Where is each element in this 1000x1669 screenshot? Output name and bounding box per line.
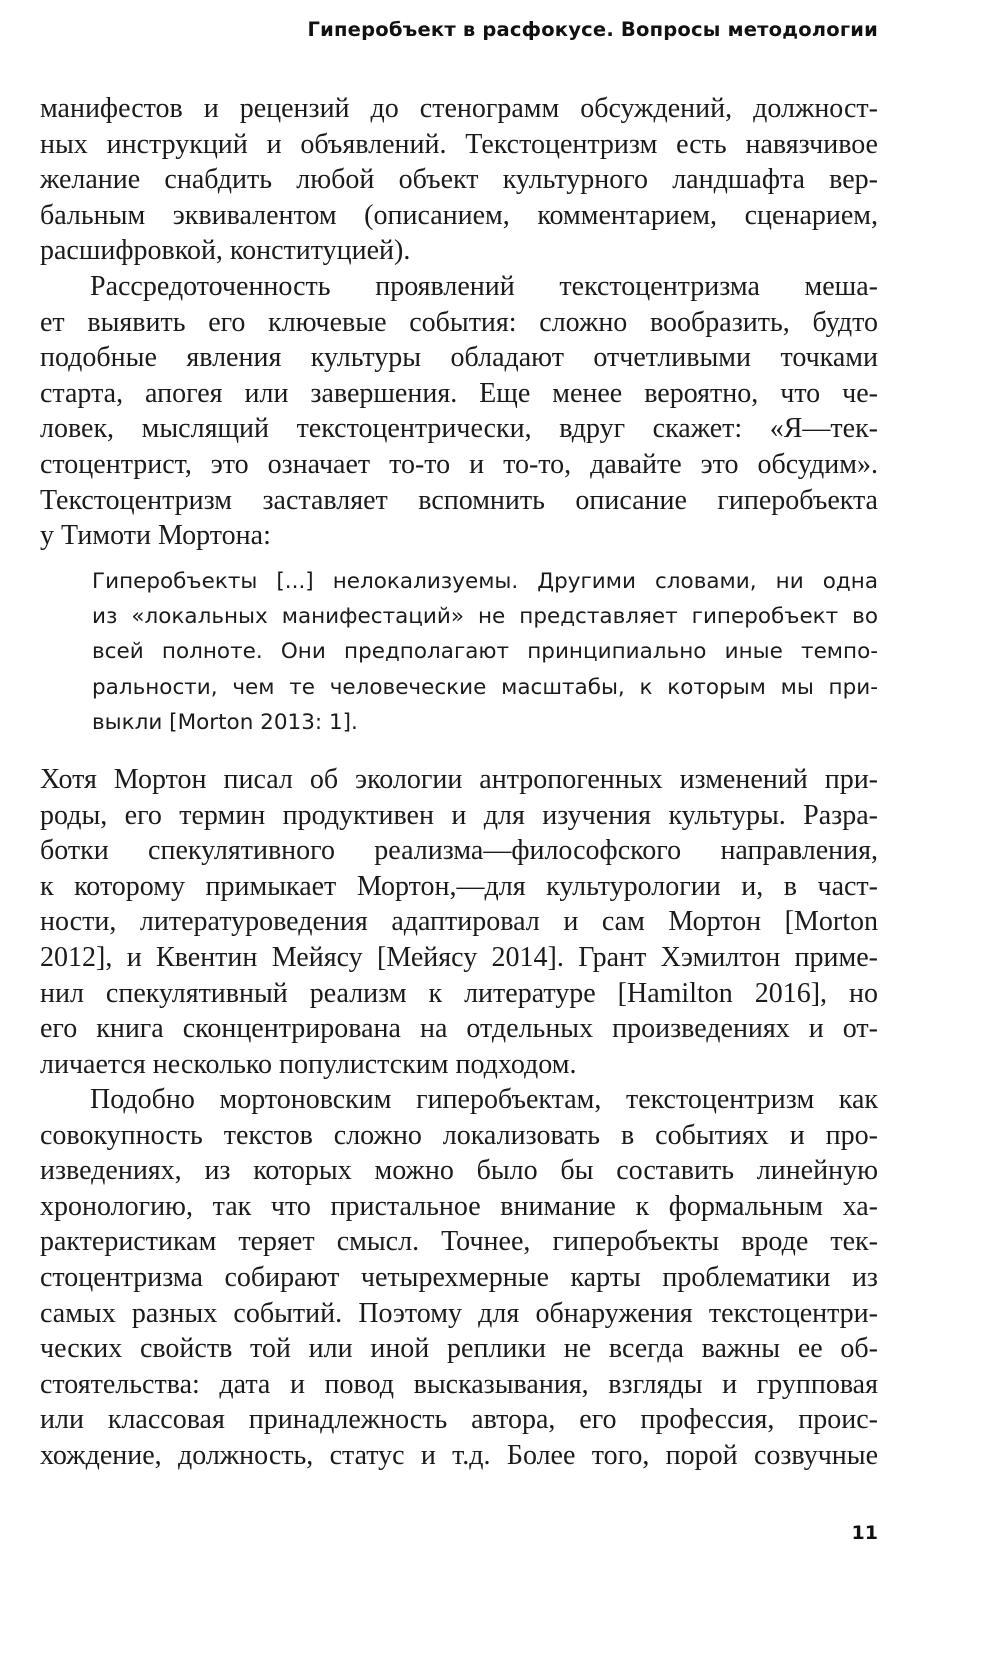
text-line: у Тимоти Мортона: [40, 520, 271, 552]
quote-line: всей полноте. Они предполагают принципиально иные темпо- [92, 639, 878, 665]
text-line: Хотя Мортон писал об экологии антропогенных изменений при- [40, 764, 878, 795]
book-page [40, 0, 878, 1669]
text-line: хронологию, так что пристальное внимание к формальным ха- [40, 1190, 878, 1222]
paragraph-textcentrism-dispersion [40, 269, 878, 554]
text-line: ет выявить его ключевые события: сложно вообразить, будто [40, 306, 878, 338]
text-line: стоцентрист, это означает то-то и то-то, давайте это обсудим». [40, 448, 878, 480]
text-line: старта, апогея или завершения. Еще менее вероятно, что че- [40, 377, 878, 409]
text-line: желание снабдить любой объект культурного ландшафта вер- [40, 164, 878, 196]
text-line: роды, его термин продуктивен и для изучения культуры. Разра- [40, 799, 878, 831]
text-line: или классовая принадлежность автора, его профессия, проис- [40, 1404, 878, 1436]
text-line: ных инструкций и объявлений. Текстоцентризм есть навязчивое [40, 128, 878, 160]
text-line: подобные явления культуры обладают отчетливыми точками [40, 342, 878, 374]
text-line: хождение, должность, статус и т.д. Более того, порой созвучные [40, 1439, 878, 1471]
quote-line: ральности, чем те человеческие масштабы, к которым мы при- [92, 674, 878, 700]
text-line: к которому примыкает Мортон,—для культурологии и, в част- [40, 870, 878, 902]
paragraph-continued [40, 91, 878, 269]
text-line: Текстоцентризм заставляет вспомнить описание гиперобъекта [40, 484, 878, 516]
text-line: ботки спекулятивного реализма—философского направления, [40, 835, 878, 867]
text-line: ловек, мыслящий текстоцентрически, вдруг скажет: «Я—тек- [40, 413, 878, 445]
text-line: бальным эквивалентом (описанием, комментарием, сценарием, [40, 199, 878, 231]
paragraph-speculative-realism [40, 762, 878, 1082]
text-line: ности, литературоведения адаптировал и сам Мортон [Morton [40, 906, 878, 938]
text-line: совокупность текстов сложно локализовать в событиях и про- [40, 1119, 878, 1151]
text-line: его книга сконцентрирована на отдельных произведениях и от- [40, 1013, 878, 1045]
page-number: 11 [851, 1522, 878, 1544]
text-line: Подобно мортоновским гиперобъектам, текстоцентризм как [90, 1084, 878, 1115]
text-line: 2012], и Квентин Мейясу [Мейясу 2014]. Грант Хэмилтон приме- [40, 941, 878, 973]
text-line: стоятельства: дата и повод высказывания, взгляды и групповая [40, 1368, 878, 1400]
text-line: расшифровкой, конституцией). [40, 235, 411, 267]
running-head: Гиперобъект в расфокусе. Вопросы методологии [307, 18, 878, 41]
text-line: личается несколько популистским подходом. [40, 1048, 577, 1080]
quote-line: из «локальных манифестаций» не представляет гиперобъект во [92, 604, 878, 630]
text-line: ческих свойств той или иной реплики не всегда важны ее об- [40, 1333, 878, 1365]
text-line: самых разных событий. Поэтому для обнаружения текстоцентри- [40, 1297, 878, 1329]
paragraph-hyperobjects [40, 1082, 878, 1474]
block-quote-morton [92, 564, 878, 740]
text-line: стоцентризма собирают четырехмерные карты проблематики из [40, 1261, 878, 1293]
text-line: изведениях, из которых можно было бы составить линейную [40, 1155, 878, 1187]
text-line: манифестов и рецензий до стенограмм обсуждений, должност- [40, 93, 878, 124]
quote-line: выкли [Morton 2013: 1]. [92, 709, 358, 735]
text-line: рактеристикам теряет смысл. Точнее, гиперобъекты вроде тек- [40, 1226, 878, 1258]
text-line: Рассредоточенность проявлений текстоцентризма меша- [90, 271, 878, 302]
quote-line: Гиперобъекты [...] нелокализуемы. Другими словами, ни одна [92, 569, 878, 594]
text-line: нил спекулятивный реализм к литературе [Hamilton 2016], но [40, 977, 878, 1009]
